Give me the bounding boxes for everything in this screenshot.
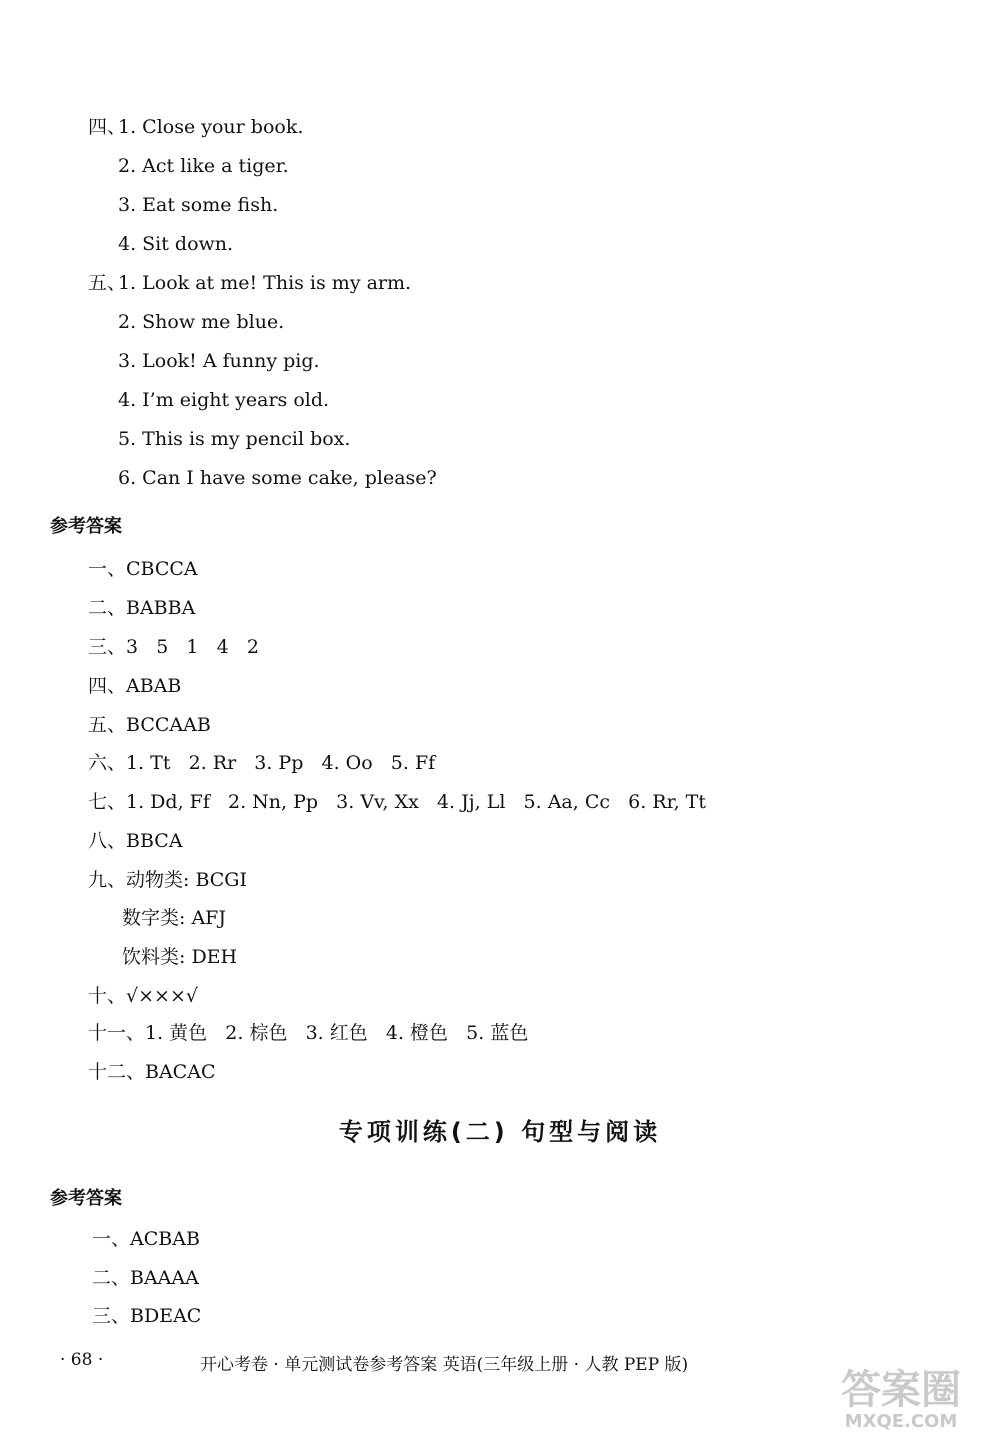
answer-line: 八、BBCA [88, 830, 183, 852]
answer-line: 五、BCCAAB [88, 714, 211, 736]
answer-line: 九、动物类: BCGI [88, 869, 247, 891]
answer-line: 十二、BACAC [88, 1061, 216, 1083]
answers-heading-2: 参考答案 [50, 1188, 122, 1209]
section4-item-4: 4. Sit down. [118, 233, 234, 255]
answer-line: 三、BDEAC [92, 1305, 202, 1327]
answers-heading-1: 参考答案 [50, 516, 122, 537]
section5-label: 五、 [88, 272, 127, 294]
answer-line: 七、1. Dd, Ff 2. Nn, Pp 3. Vv, Xx 4. Jj, Ll 5. Aa, Cc 6. Rr, Tt [88, 791, 706, 813]
answer-line: 一、CBCCA [88, 558, 198, 580]
answer-line: 二、BAAAA [92, 1267, 199, 1289]
section4-label: 四、 [88, 116, 127, 138]
watermark-logo: 答案圈 [841, 1367, 961, 1413]
answer-line: 六、1. Tt 2. Rr 3. Pp 4. Oo 5. Ff [88, 752, 436, 774]
section5-item-1: 1. Look at me! This is my arm. [118, 272, 412, 294]
section5-item-3: 3. Look! A funny pig. [118, 350, 320, 372]
section-title: 专项训练(二) 句型与阅读 [338, 1118, 662, 1146]
page-number: · 68 · [60, 1350, 104, 1370]
section5-item-2: 2. Show me blue. [118, 311, 285, 333]
section4-item-2: 2. Act like a tiger. [118, 155, 289, 177]
answer-line: 二、BABBA [88, 597, 196, 619]
answer-line: 饮料类: DEH [122, 946, 238, 968]
answer-line: 数字类: AFJ [122, 907, 226, 929]
answer-line: 一、ACBAB [92, 1228, 200, 1250]
watermark-url: MXQE.COM [844, 1411, 958, 1432]
answer-line: 三、3 5 1 4 2 [88, 636, 259, 658]
answer-line: 四、ABAB [88, 675, 182, 697]
answer-line: 十一、1. 黄色 2. 棕色 3. 红色 4. 橙色 5. 蓝色 [88, 1022, 529, 1044]
section5-item-6: 6. Can I have some cake, please? [118, 467, 437, 489]
section5-item-5: 5. This is my pencil box. [118, 428, 351, 450]
section4-item-3: 3. Eat some fish. [118, 194, 279, 216]
section4-item-1: 1. Close your book. [118, 116, 304, 138]
section5-item-4: 4. I’m eight years old. [118, 389, 330, 411]
answer-line: 十、√×××√ [88, 985, 198, 1007]
footer-text: 开心考卷 · 单元测试卷参考答案 英语(三年级上册 · 人教 PEP 版) [200, 1355, 689, 1375]
